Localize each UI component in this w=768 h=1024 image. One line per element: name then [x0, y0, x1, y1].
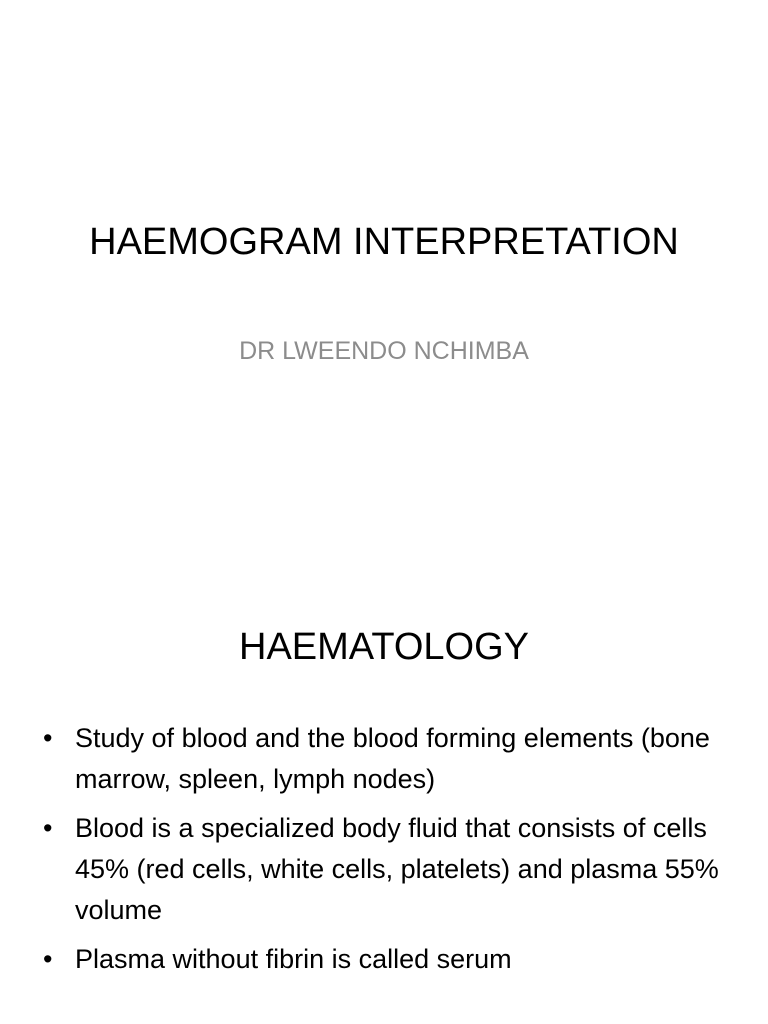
bullet-text: Plasma without fibrin is called serum — [75, 944, 512, 974]
presentation-title: HAEMOGRAM INTERPRETATION — [89, 221, 679, 263]
bullet-text: Study of blood and the blood forming elements (bone marrow, spleen, lymph nodes) — [75, 723, 710, 794]
bullet-icon: • — [43, 813, 53, 843]
bullet-list — [40, 718, 740, 988]
bullet-item — [40, 939, 740, 980]
bullet-text: Blood is a specialized body fluid that consists of cells 45% (red cells, white cells, platelets) and plasma 55% volume — [75, 813, 719, 925]
bullet-item — [40, 808, 740, 931]
bullet-icon: • — [43, 723, 53, 753]
bullet-icon: • — [43, 944, 53, 974]
author-subtitle: DR LWEENDO NCHIMBA — [239, 337, 529, 365]
slide-heading: HAEMATOLOGY — [239, 626, 529, 668]
slide-haematology — [0, 576, 768, 1024]
bullet-item — [40, 718, 740, 800]
